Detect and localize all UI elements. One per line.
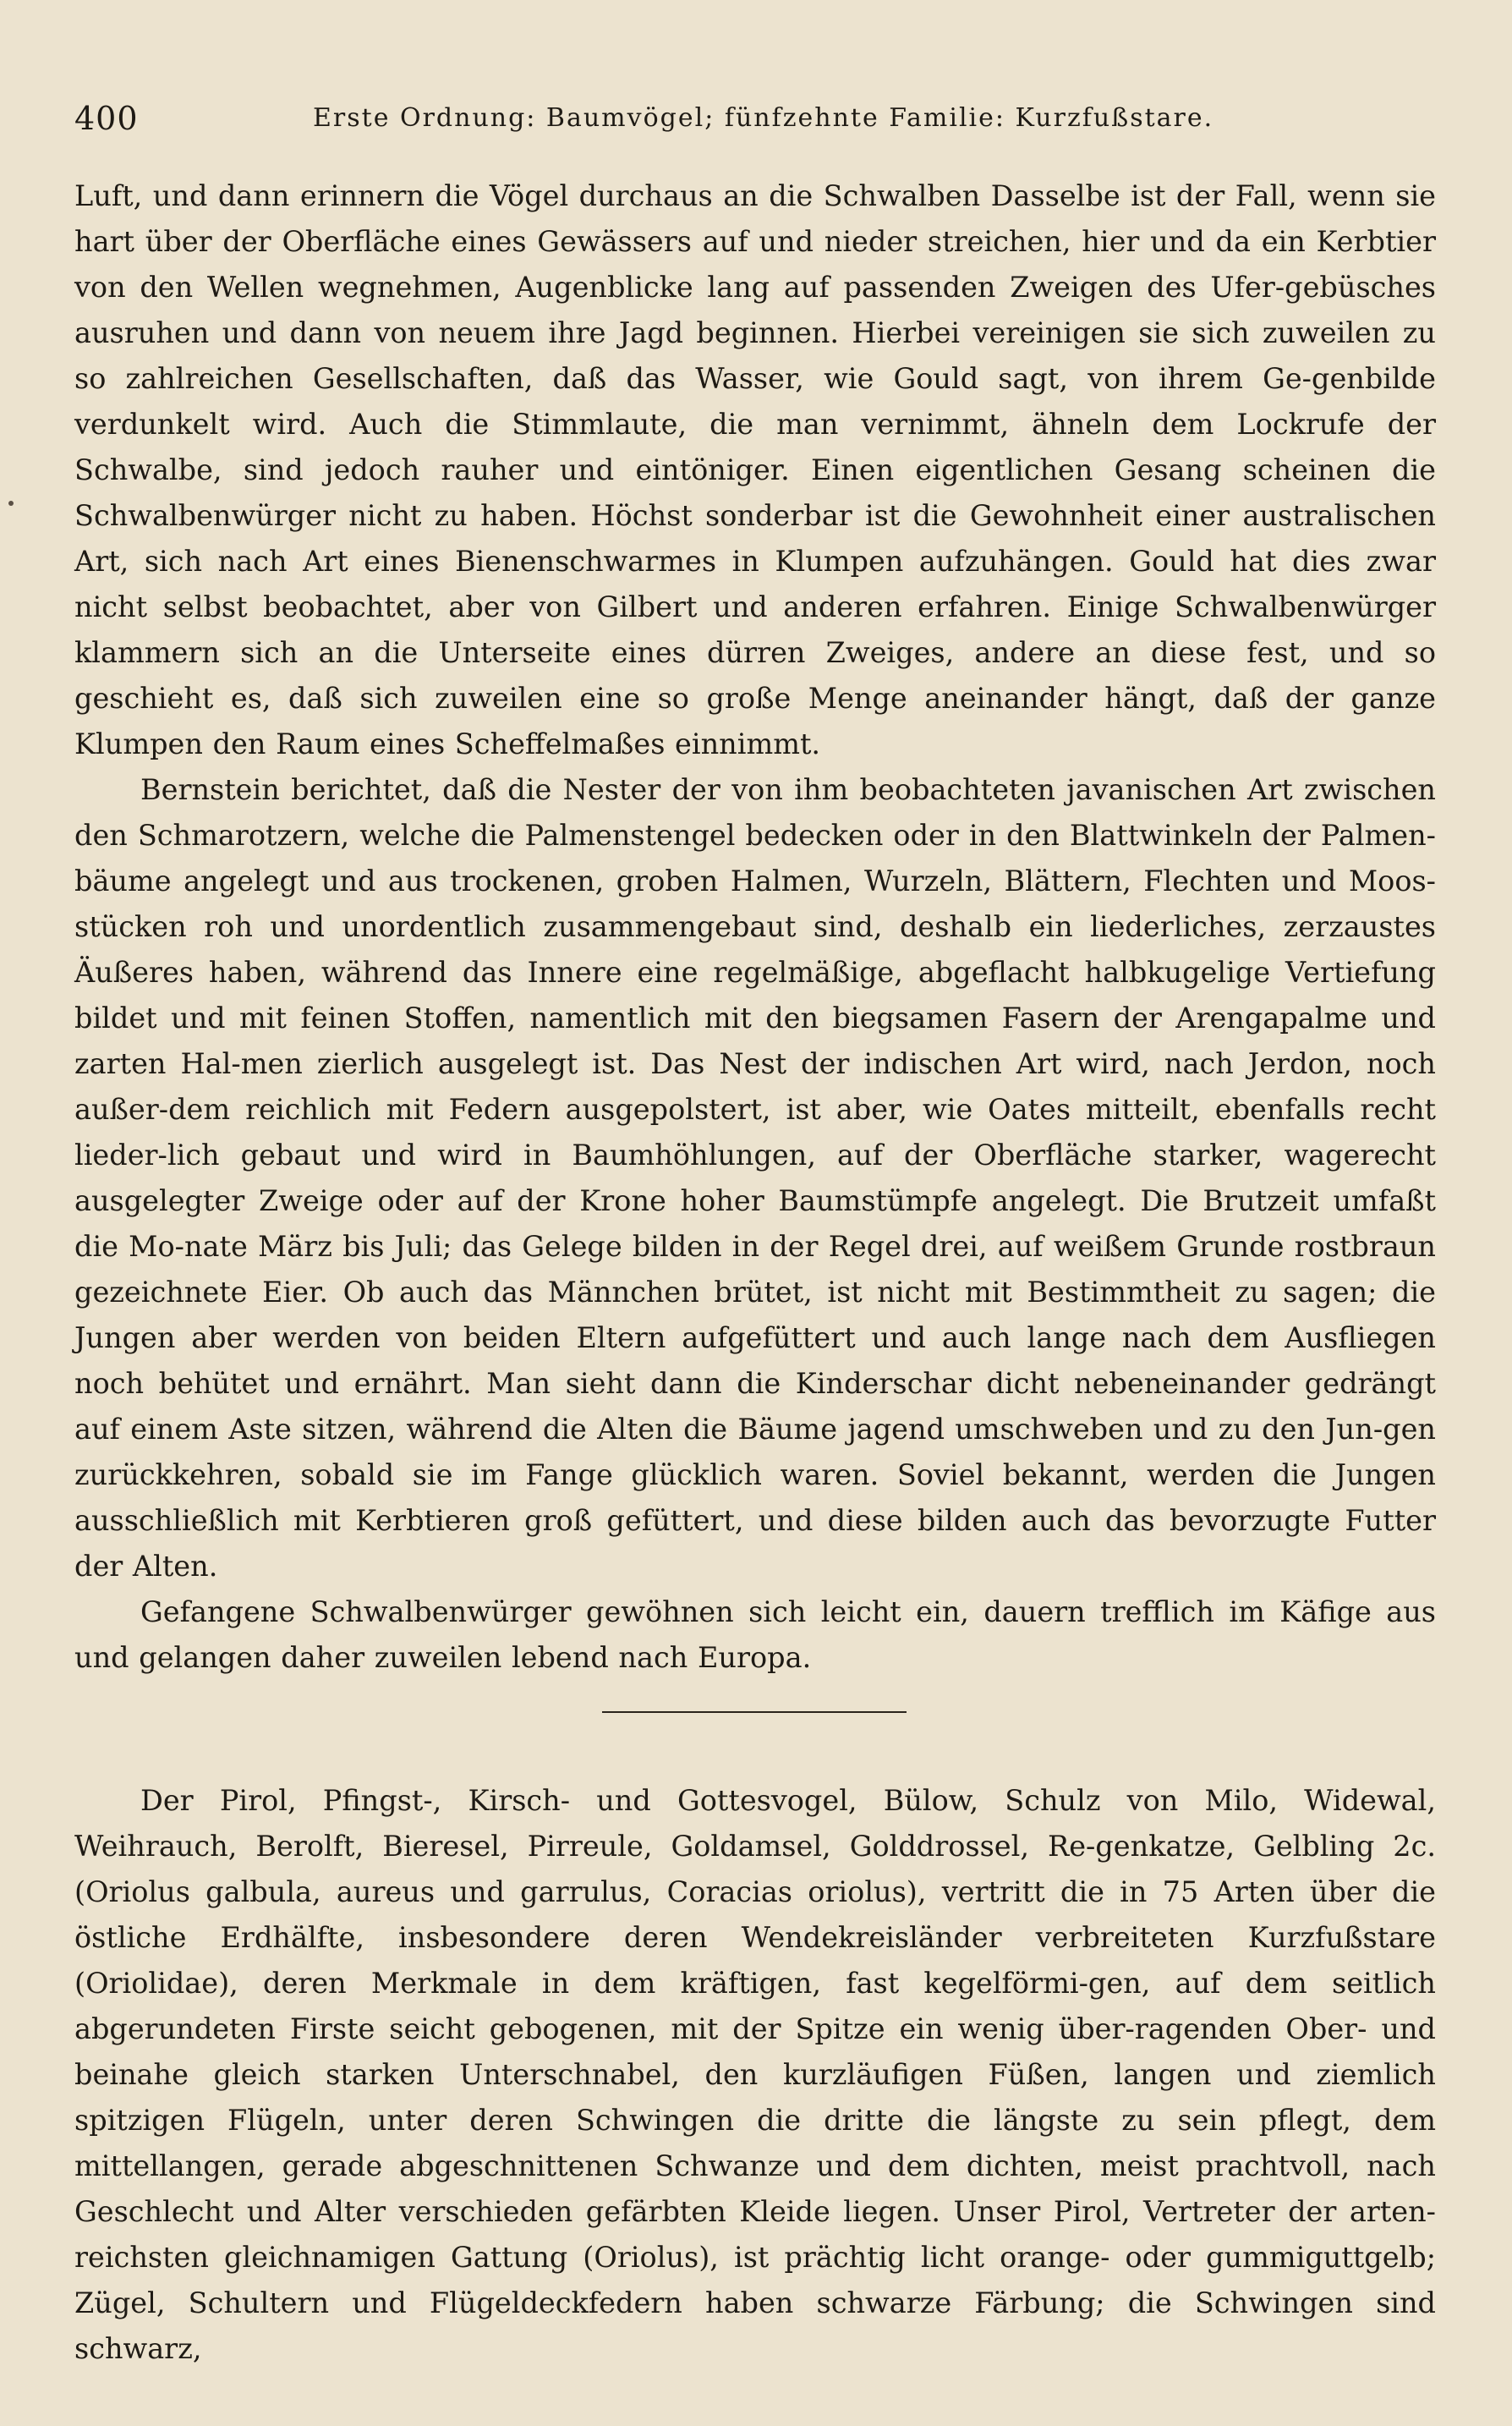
page-number: 400 — [74, 100, 139, 137]
paragraph-captivity: Gefangene Schwalbenwürger gewöhnen sich leicht ein, dauern trefflich im Käfige aus und gelangen daher zuweilen lebend nach Europa. — [74, 1595, 1436, 1674]
section-divider — [602, 1711, 907, 1713]
paragraph-nesting: Bernstein berichtet, daß die Nester der von ihm beobachteten javanischen Art zwischen den Schmarotzern, welche die Palmenstengel bedecken oder in den Blattwinkeln der Palmen-bäume angelegt und aus trockenen, groben Halmen, Wurzeln, Blättern, Flechten und Moos-stücken roh und unordentlich zusammengebaut sind, deshalb ein liederliches, zerzaustes Äußeres haben, während das Innere eine regelmäßige, abgeflacht halbkugelige Vertiefung bildet und mit feinen Stoffen, namentlich mit den biegsamen Fasern der Arengapalme und zarten Hal-men zierlich ausgelegt ist. Das Nest der indischen Art wird, nach Jerdon, noch außer-dem reichlich mit Federn ausgepolstert, ist aber, wie Oates mitteilt, ebenfalls recht lieder-lich gebaut und wird in Baumhöhlungen, auf der Oberfläche starker, wagerecht ausgelegter Zweige oder auf der Krone hoher Baumstümpfe angelegt. Die Brutzeit umfaßt die Mo-nate März bis Juli; das Gelege bilden in der Regel drei, auf weißem Grunde rostbraun gezeichnete Eier. Ob auch das Männchen brütet, ist nicht mit Bestimmtheit zu sagen; die Jungen aber werden von beiden Eltern aufgefüttert und auch lange nach dem Ausfliegen noch behütet und ernährt. Man sieht dann die Kinderschar dicht nebeneinander gedrängt auf einem Aste sitzen, während die Alten die Bäume jagend umschweben und zu den Jun-gen zurückkehren, sobald sie im Fange glücklich waren. Soviel bekannt, werden die Jungen ausschließlich mit Kerbtieren groß gefüttert, und diese bilden auch das bevorzugte Futter der Alten. — [74, 773, 1436, 1583]
running-head-title: Erste Ordnung: Baumvögel; fünfzehnte Familie: Kurzfußstare. — [313, 103, 1214, 133]
margin-smudge — [8, 501, 14, 506]
new-section-text — [74, 1778, 1436, 2372]
running-head — [74, 100, 1436, 142]
main-text — [74, 173, 1436, 1681]
paragraph-continuation: Luft, und dann erinnern die Vögel durchaus an die Schwalben Dasselbe ist der Fall, wenn sie hart über der Oberfläche eines Gewässers auf und nieder streichen, hier und da ein Kerbtier von den Wellen wegnehmen, Augenblicke lang auf passenden Zweigen des Ufer-gebüsches ausruhen und dann von neuem ihre Jagd beginnen. Hierbei vereinigen sie sich zuweilen zu so zahlreichen Gesellschaften, daß das Wasser, wie Gould sagt, von ihrem Ge-genbilde verdunkelt wird. Auch die Stimmlaute, die man vernimmt, ähneln dem Lockrufe der Schwalbe, sind jedoch rauher und eintöniger. Einen eigentlichen Gesang scheinen die Schwalbenwürger nicht zu haben. Höchst sonderbar ist die Gewohnheit einer australischen Art, sich nach Art eines Bienenschwarmes in Klumpen aufzuhängen. Gould hat dies zwar nicht selbst beobachtet, aber von Gilbert und anderen erfahren. Einige Schwalbenwürger klammern sich an die Unterseite eines dürren Zweiges, andere an diese fest, und so geschieht es, daß sich zuweilen eine so große Menge aneinander hängt, daß der ganze Klumpen den Raum eines Scheffelmaßes einnimmt. — [74, 179, 1436, 760]
paragraph-pirol: Der Pirol, Pfingst-, Kirsch- und Gottesvogel, Bülow, Schulz von Milo, Widewal, Weihrauch, Berolft, Bieresel, Pirreule, Goldamsel, Golddrossel, Re-genkatze, Gelbling 2c. (Oriolus galbula, aureus und garrulus, Coracias oriolus), vertritt die in 75 Arten über die östliche Erdhälfte, insbesondere deren Wendekreisländer verbreiteten Kurzfußstare (Oriolidae), deren Merkmale in dem kräftigen, fast kegelförmi-gen, auf dem seitlich abgerundeten Firste seicht gebogenen, mit der Spitze ein wenig über-ragenden Ober- und beinahe gleich starken Unterschnabel, den kurzläufigen Füßen, langen und ziemlich spitzigen Flügeln, unter deren Schwingen die dritte die längste zu sein pflegt, dem mittellangen, gerade abgeschnittenen Schwanze und dem dichten, meist prachtvoll, nach Geschlecht und Alter verschieden gefärbten Kleide liegen. Unser Pirol, Vertreter der arten-reichsten gleichnamigen Gattung (Oriolus), ist prächtig licht orange- oder gummiguttgelb; Zügel, Schultern und Flügeldeckfedern haben schwarze Färbung; die Schwingen sind schwarz, — [74, 1784, 1436, 2365]
